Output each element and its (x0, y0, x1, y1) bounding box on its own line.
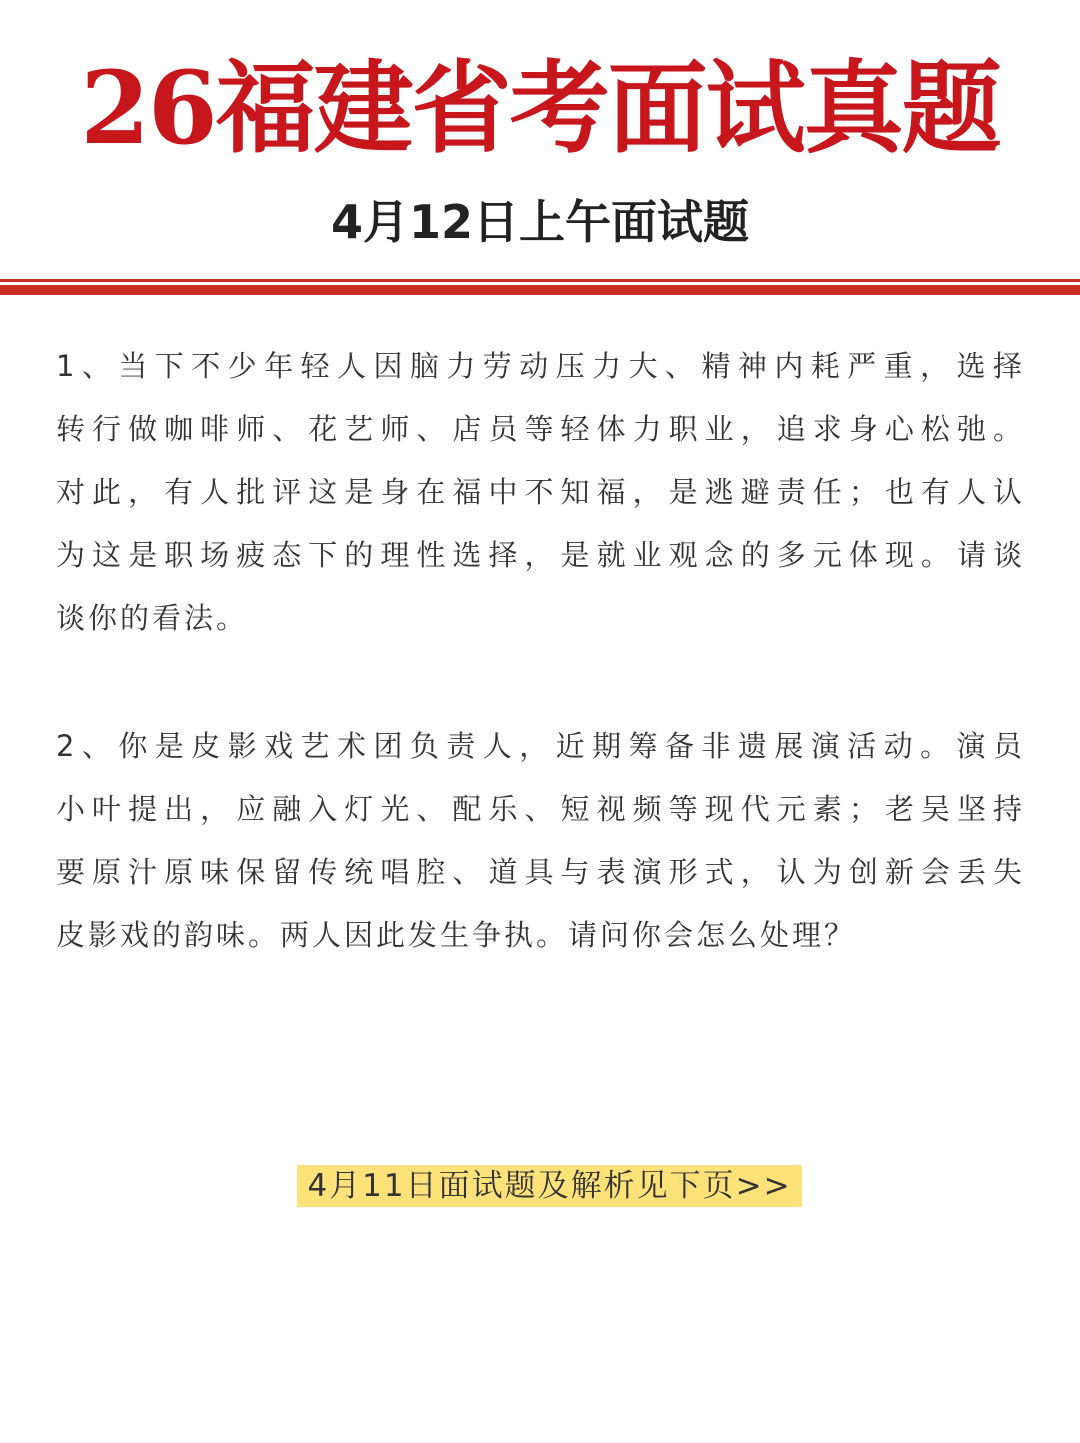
page-subtitle: 4月12日上午面试题 (330, 195, 750, 249)
question-line: 为这是职场疲态下的理性选择，是就业观念的多元体现。请谈 (56, 538, 1025, 572)
question-line: 转行做咖啡师、花艺师、店员等轻体力职业，追求身心松弛。 (56, 412, 1025, 446)
divider-thin (0, 279, 1080, 282)
question-1 (56, 335, 1025, 650)
next-page-note (297, 1165, 802, 1207)
question-line: 2、你是皮影戏艺术团负责人，近期筹备非遗展演活动。演员 (56, 729, 1025, 763)
next-page-note-text: 4月11日面试题及解析见下页>> (307, 1168, 792, 1204)
question-line: 要原汁原味保留传统唱腔、道具与表演形式，认为创新会丢失 (56, 855, 1025, 889)
question-line: 谈你的看法。 (56, 601, 249, 635)
question-line: 对此，有人批评这是身在福中不知福，是逃避责任；也有人认 (56, 475, 1025, 509)
question-line: 1、当下不少年轻人因脑力劳动压力大、精神内耗严重，选择 (56, 349, 1025, 383)
question-line: 皮影戏的韵味。两人因此发生争执。请问你会怎么处理？ (56, 918, 857, 952)
divider-thick (0, 285, 1080, 295)
question-2 (56, 715, 1025, 967)
page-title: 26福建省考面试真题 (80, 49, 1000, 167)
question-line: 小叶提出，应融入灯光、配乐、短视频等现代元素；老吴坚持 (56, 792, 1025, 826)
